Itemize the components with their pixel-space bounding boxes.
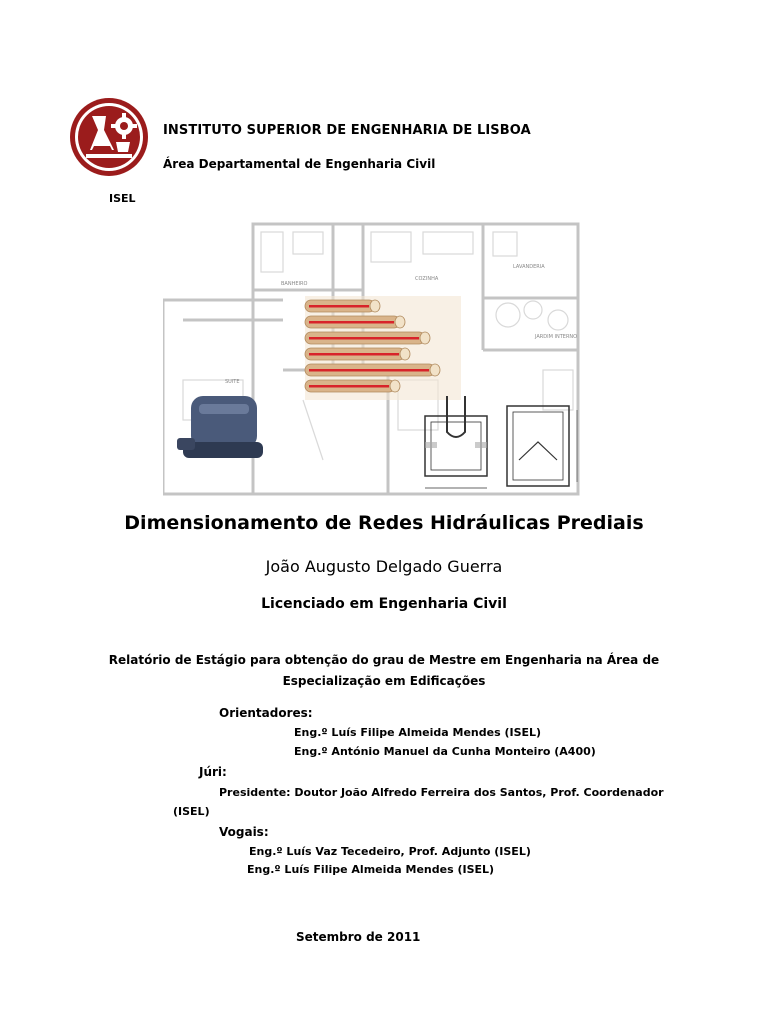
pump [177,396,263,458]
institution-short-name: ISEL [109,192,136,205]
jury-president-affiliation: (ISEL) [173,805,210,818]
svg-text:BANHEIRO: BANHEIRO [281,281,308,287]
svg-text:LAVANDERIA: LAVANDERIA [513,264,545,270]
members-label: Vogais: [219,825,269,839]
submission-date: Setembro de 2011 [296,930,421,944]
jury-member: Eng.º Luís Vaz Tecedeiro, Prof. Adjunto (ISEL) [249,845,531,858]
manhole-section-2 [507,406,577,486]
jury-label: Júri: [199,765,227,779]
cover-illustration [163,220,601,502]
department-name: Área Departamental de Engenharia Civil [163,157,436,171]
report-description-line-1: Relatório de Estágio para obtenção do grau de Mestre em Engenharia na Área de [108,653,660,667]
isel-logo [68,96,150,178]
jury-member: Eng.º Luís Filipe Almeida Mendes (ISEL) [247,863,495,876]
report-description-line-2: Especialização em Edificações [282,674,486,688]
svg-text:JARDIM INTERNO: JARDIM INTERNO [535,334,578,340]
author-name: João Augusto Delgado Guerra [265,557,503,576]
thesis-title: Dimensionamento de Redes Hidráulicas Prediais [124,512,644,534]
svg-text:SUITE: SUITE [225,379,240,385]
advisor-item: Eng.º Luís Filipe Almeida Mendes (ISEL) [294,726,542,739]
svg-text:COZINHA: COZINHA [415,276,439,282]
advisor-item: Eng.º António Manuel da Cunha Monteiro (A400) [294,745,596,758]
author-degree: Licenciado em Engenharia Civil [261,596,507,612]
advisors-label: Orientadores: [219,706,313,720]
pipe-bundle [305,296,461,400]
institution-name: INSTITUTO SUPERIOR DE ENGENHARIA DE LISBOA [163,123,531,138]
jury-president: Presidente: Doutor João Alfredo Ferreira dos Santos, Prof. Coordenador [219,786,664,799]
